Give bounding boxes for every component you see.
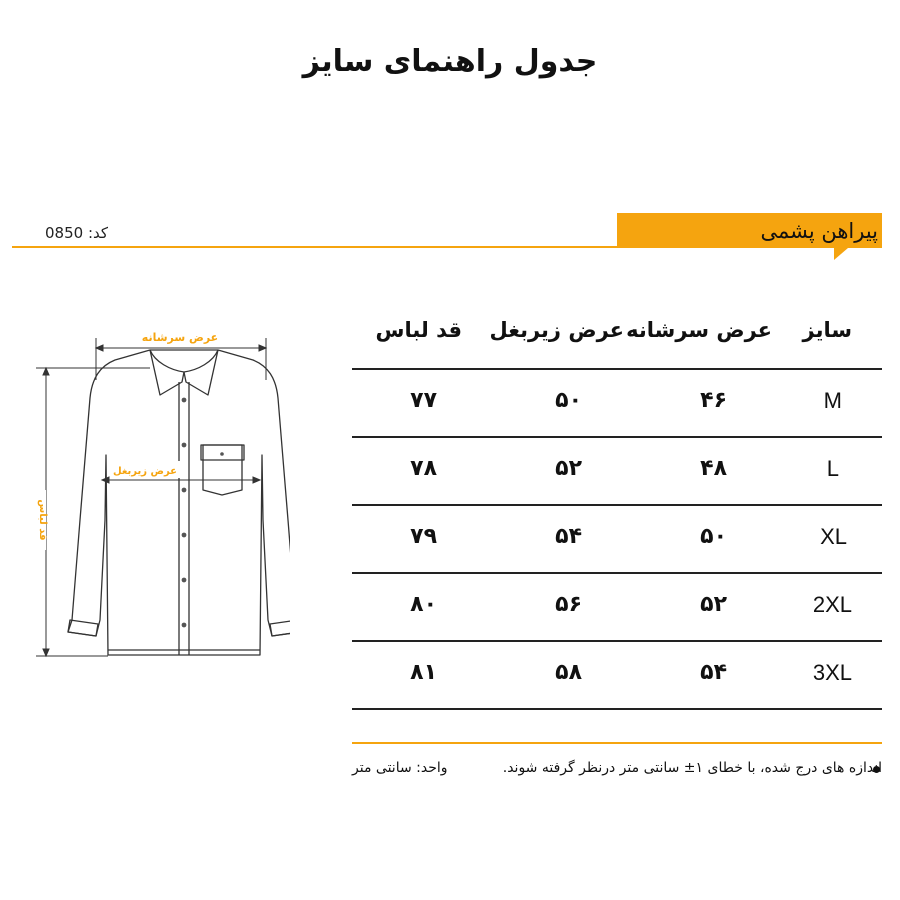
product-tab-notch (834, 248, 848, 260)
cell-shoulder: ۵۰ (700, 524, 727, 549)
tolerance-note: اندازه های درج شده، با خطای ۱± سانتی متر درنظر گرفته شوند. (502, 760, 882, 776)
header-divider (12, 246, 617, 248)
shirt-collar (150, 350, 218, 372)
table-row (352, 370, 882, 438)
cell-size: M (823, 388, 842, 413)
cell-size: 2XL (812, 592, 852, 617)
cell-length: ۷۷ (410, 388, 437, 413)
unit-label: واحد: سانتی متر (352, 760, 448, 776)
cell-chest: ۵۶ (555, 592, 582, 617)
table-header-row (352, 308, 882, 370)
shoulder-width-label: عرض سرشانه (141, 331, 219, 344)
cell-chest: ۵۸ (555, 660, 582, 685)
header-length: قد لباس (375, 318, 462, 342)
header-size: سایز (802, 318, 852, 342)
shirt-left-cuff (68, 620, 98, 636)
footer-divider (352, 742, 882, 744)
cell-length: ۸۱ (410, 660, 437, 685)
header-shoulder: عرض سرشانه (626, 318, 772, 342)
table-row (352, 438, 882, 506)
cell-chest: ۵۴ (555, 524, 582, 549)
size-table (352, 308, 882, 710)
length-label: قد لباس (37, 499, 48, 541)
shirt-diagram (20, 320, 290, 670)
product-code: کد: 0850 (45, 224, 109, 242)
shirt-right-cuff (270, 620, 290, 636)
cell-length: ۷۹ (410, 524, 437, 549)
header-chest: عرض زیربغل (489, 318, 624, 342)
product-name: پیراهن پشمی (760, 219, 878, 243)
cell-size: 3XL (812, 660, 852, 685)
cell-length: ۸۰ (410, 592, 437, 617)
page-title: جدول راهنمای سایز (302, 44, 598, 79)
cell-chest: ۵۰ (555, 388, 582, 413)
cell-size: XL (820, 524, 847, 549)
cell-shoulder: ۵۲ (700, 592, 727, 617)
chest-width-label: عرض زیربغل (112, 466, 178, 477)
table-row (352, 574, 882, 642)
cell-size: L (826, 456, 839, 481)
cell-shoulder: ۴۶ (700, 388, 727, 413)
table-row (352, 506, 882, 574)
cell-shoulder: ۵۴ (700, 660, 727, 685)
cell-chest: ۵۲ (555, 456, 582, 481)
cell-shoulder: ۴۸ (700, 456, 727, 481)
cell-length: ۷۸ (410, 456, 437, 481)
table-row (352, 642, 882, 710)
